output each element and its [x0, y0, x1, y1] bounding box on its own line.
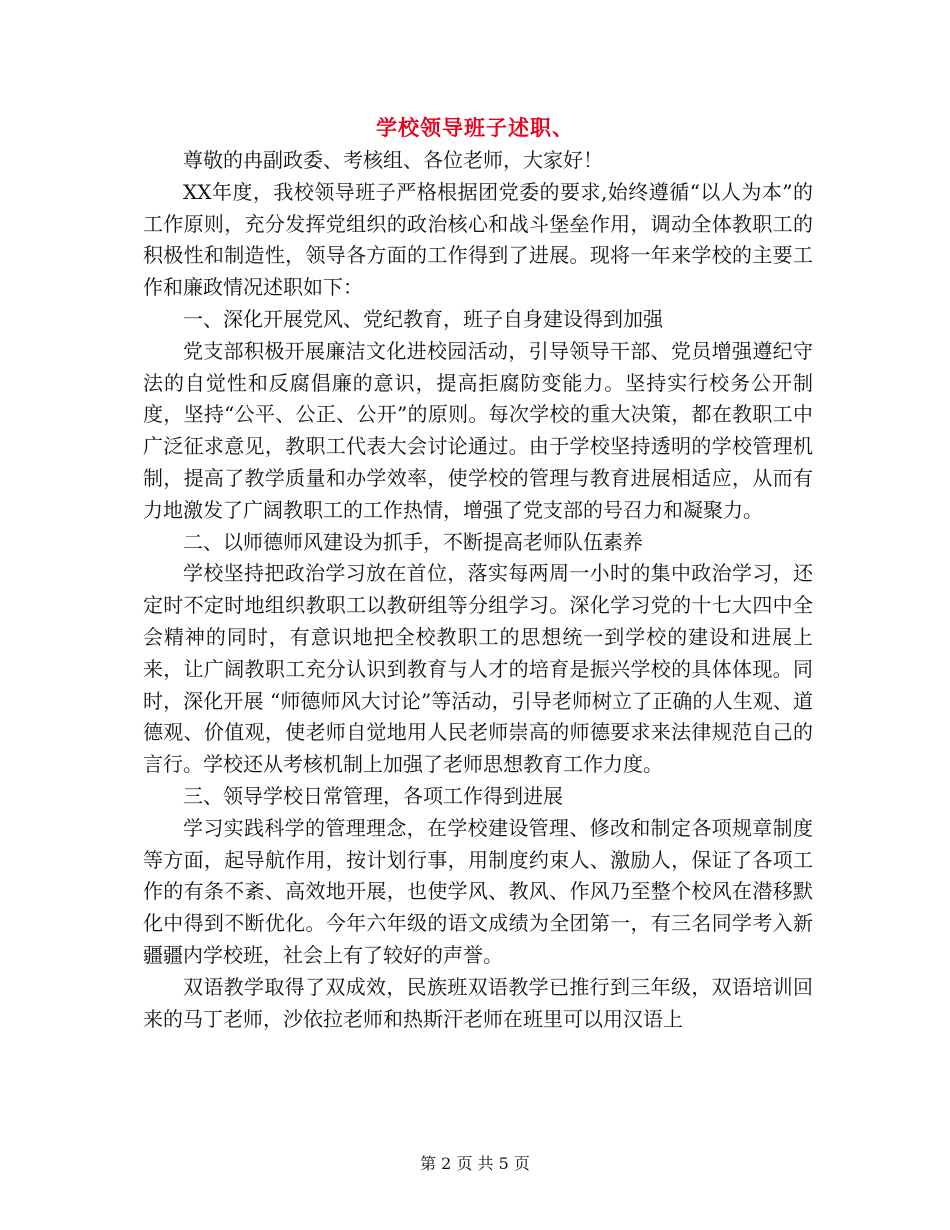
paragraph-section-3: 学习实践科学的管理理念，在学校建设管理、修改和制定各项规章制度等方面，起导航作用，按计划行事，用制度约束人、激励人，保证了各项工作的有条不紊、高效地开展，也使学风、教风、作风乃至整个校风在潜移默化中得到不断优化。今年六年级的语文成绩为全团第一，有三名同学考入新疆疆内学校班，社会上有了较好的声誉。: [143, 815, 813, 967]
document-title: 学校领导班子述职、: [376, 115, 574, 140]
page-footer: 第 2 页 共 5 页: [420, 1154, 530, 1173]
document-body: [143, 145, 813, 1035]
paragraph-section-1: 党支部积极开展廉洁文化进校园活动，引导领导干部、党员增强遵纪守法的自觉性和反腐倡廉的意识，提高拒腐防变能力。坚持实行校务公开制度，坚持“公平、公正、公开”的原则。每次学校的重大决策，都在教职工中广泛征求意见，教职工代表大会讨论通过。由于学校坚持透明的学校管理机制，提高了教学质量和办学效率，使学校的管理与教育进展相适应，从而有力地激发了广阔教职工的工作热情，增强了党支部的号召力和凝聚力。: [143, 338, 813, 522]
paragraph-intro: XX年度，我校领导班子严格根据团党委的要求,始终遵循“以人为本”的工作原则，充分发挥党组织的政治核心和战斗堡垒作用，调动全体教职工的积极性和制造性，领导各方面的工作得到了进展。现将一年来学校的主要工作和廉政情况述职如下：: [143, 179, 813, 300]
paragraph-greeting: 尊敬的冉副政委、考核组、各位老师，大家好！: [183, 148, 603, 172]
section-heading-3: 三、领导学校日常管理，各项工作得到进展: [183, 783, 563, 808]
paragraph-bilingual: 双语教学取得了双成效，民族班双语教学已推行到三年级，双语培训回来的马丁老师，沙依拉老师和热斯汗老师在班里可以用汉语上: [143, 974, 813, 1031]
paragraph-section-2: 学校坚持把政治学习放在首位，落实每两周一小时的集中政治学习，还定时不定时地组织教职工以教研组等分组学习。深化学习党的十七大四中全会精神的同时，有意识地把全校教职工的思想统一到学校的建设和进展上来，让广阔教职工充分认识到教育与人才的培育是振兴学校的具体体现。同时，深化开展 “师德师风大讨论”等活动，引导老师树立了正确的人生观、道德观、价值观，使老师自觉地用人民老师崇高的师德要求来法律规范自己的言行。学校还从考核机制上加强了老师思想教育工作力度。: [143, 561, 813, 777]
section-heading-1: 一、深化开展党风、党纪教育，班子自身建设得到加强: [183, 306, 663, 331]
section-heading-2: 二、以师德师风建设为抓手，不断提高老师队伍素养: [183, 529, 643, 554]
